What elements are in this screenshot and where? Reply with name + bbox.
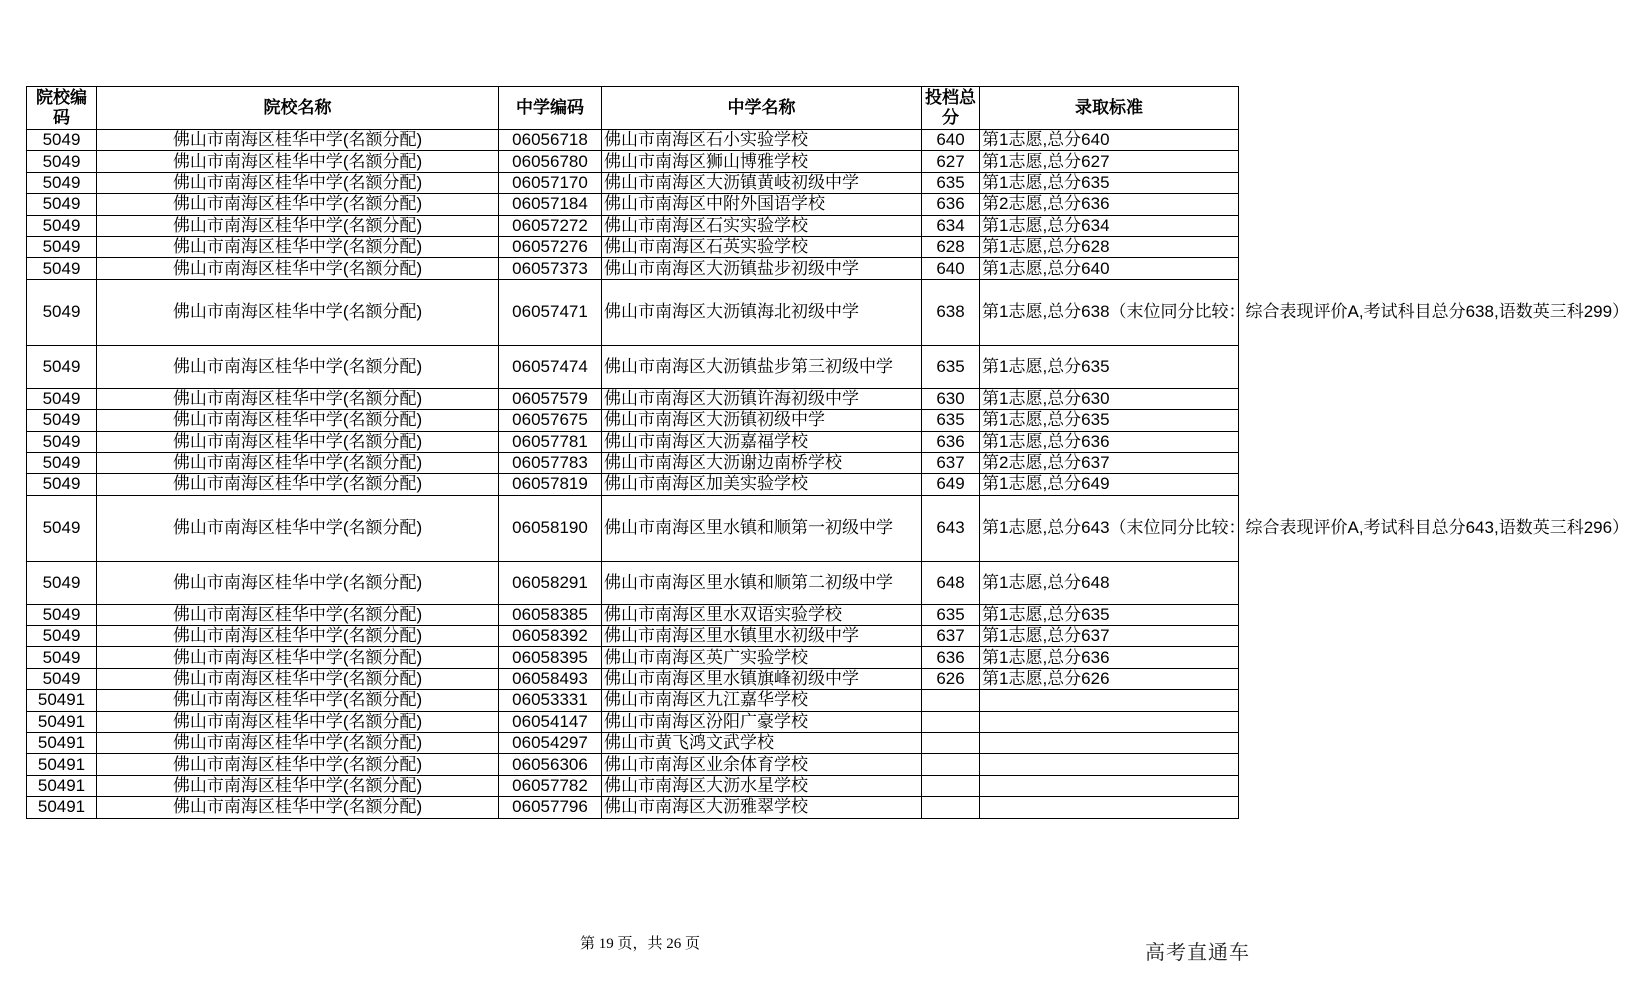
total-score-cell: 640 [922,130,980,151]
school-name-cell: 佛山市南海区桂华中学(名额分配) [97,130,499,151]
admission-standard-cell: 第1志愿,总分640 [980,130,1239,151]
total-score-cell: 635 [922,345,980,388]
school-name-cell: 佛山市南海区桂华中学(名额分配) [97,431,499,452]
admission-standard-cell: 第1志愿,总分630 [980,388,1239,409]
total-score-cell: 637 [922,452,980,473]
total-score-cell: 628 [922,236,980,257]
school-code-cell: 5049 [27,626,97,647]
admission-standard-cell: 第1志愿,总分636 [980,431,1239,452]
total-score-cell: 636 [922,431,980,452]
middle-school-code-cell: 06057579 [499,388,602,409]
total-score-cell: 637 [922,626,980,647]
admission-standard-cell: 第1志愿,总分648 [980,561,1239,604]
school-name-cell: 佛山市南海区桂华中学(名额分配) [97,236,499,257]
middle-school-code-cell: 06057781 [499,431,602,452]
table-row [27,258,1239,279]
header-admission-standard: 录取标准 [980,87,1239,130]
middle-school-code-cell: 06054297 [499,733,602,754]
school-name-cell: 佛山市南海区桂华中学(名额分配) [97,474,499,495]
middle-school-name-cell: 佛山市南海区石实实验学校 [602,215,922,236]
middle-school-name-cell: 佛山市黄飞鸿文武学校 [602,733,922,754]
table-row [27,604,1239,625]
middle-school-code-cell: 06057474 [499,345,602,388]
table-row [27,151,1239,172]
middle-school-name-cell: 佛山市南海区大沥镇盐步初级中学 [602,258,922,279]
table-row [27,668,1239,689]
admission-standard-cell: 第1志愿,总分640 [980,258,1239,279]
table-row [27,130,1239,151]
school-code-cell: 5049 [27,495,97,561]
header-total-score: 投档总分 [922,87,980,130]
school-code-cell: 5049 [27,452,97,473]
school-code-cell: 50491 [27,733,97,754]
middle-school-name-cell: 佛山市南海区大沥镇许海初级中学 [602,388,922,409]
school-name-cell: 佛山市南海区桂华中学(名额分配) [97,668,499,689]
total-score-cell: 636 [922,194,980,215]
admission-standard-cell: 第1志愿,总分636 [980,647,1239,668]
middle-school-code-cell: 06057782 [499,775,602,796]
total-score-cell: 635 [922,410,980,431]
middle-school-name-cell: 佛山市南海区大沥镇初级中学 [602,410,922,431]
admission-standard-cell: 第2志愿,总分636 [980,194,1239,215]
table-row [27,215,1239,236]
school-code-cell: 5049 [27,668,97,689]
page-number: 第 19 页，共 26 页 [579,936,700,952]
admission-standard-cell: 第1志愿,总分635 [980,604,1239,625]
admission-standard-cell: 第1志愿,总分643（末位同分比较：综合表现评价A,考试科目总分643,语数英三科296） [980,495,1239,561]
school-code-cell: 5049 [27,258,97,279]
school-name-cell: 佛山市南海区桂华中学(名额分配) [97,410,499,431]
school-code-cell: 50491 [27,775,97,796]
watermark-text: 高考直通车 [1145,940,1250,964]
school-code-cell: 5049 [27,194,97,215]
admission-standard-cell [980,797,1239,818]
school-code-cell: 5049 [27,388,97,409]
header-school-name: 院校名称 [97,87,499,130]
middle-school-name-cell: 佛山市南海区大沥镇盐步第三初级中学 [602,345,922,388]
table-body [27,130,1629,819]
school-name-cell: 佛山市南海区桂华中学(名额分配) [97,604,499,625]
middle-school-code-cell: 06058291 [499,561,602,604]
table-row [27,236,1239,257]
middle-school-code-cell: 06056780 [499,151,602,172]
school-name-cell: 佛山市南海区桂华中学(名额分配) [97,151,499,172]
table-row [27,626,1239,647]
school-name-cell: 佛山市南海区桂华中学(名额分配) [97,775,499,796]
middle-school-name-cell: 佛山市南海区石英实验学校 [602,236,922,257]
middle-school-code-cell: 06056306 [499,754,602,775]
middle-school-code-cell: 06056718 [499,130,602,151]
table-row [27,431,1239,452]
middle-school-code-cell: 06058395 [499,647,602,668]
total-score-cell: 635 [922,604,980,625]
table-row [27,797,1239,818]
admission-standard-cell: 第1志愿,总分637 [980,626,1239,647]
table-row [27,495,1239,561]
middle-school-code-cell: 06057276 [499,236,602,257]
school-name-cell: 佛山市南海区桂华中学(名额分配) [97,345,499,388]
header-school-code: 院校编码 [27,87,97,130]
middle-school-code-cell: 06054147 [499,711,602,732]
middle-school-name-cell: 佛山市南海区中附外国语学校 [602,194,922,215]
admission-standard-cell: 第1志愿,总分634 [980,215,1239,236]
table-row [27,194,1239,215]
school-code-cell: 5049 [27,151,97,172]
middle-school-name-cell: 佛山市南海区大沥水星学校 [602,775,922,796]
admission-standard-cell: 第1志愿,总分626 [980,668,1239,689]
middle-school-name-cell: 佛山市南海区加美实验学校 [602,474,922,495]
school-name-cell: 佛山市南海区桂华中学(名额分配) [97,172,499,193]
total-score-cell: 643 [922,495,980,561]
school-code-cell: 50491 [27,754,97,775]
admission-standard-cell: 第1志愿,总分638（末位同分比较：综合表现评价A,考试科目总分638,语数英三科299） [980,279,1239,345]
middle-school-name-cell: 佛山市南海区大沥镇黄岐初级中学 [602,172,922,193]
middle-school-name-cell: 佛山市南海区九江嘉华学校 [602,690,922,711]
total-score-cell: 626 [922,668,980,689]
admission-standard-cell [980,711,1239,732]
table-row [27,452,1239,473]
admission-standard-cell: 第1志愿,总分635 [980,172,1239,193]
school-name-cell: 佛山市南海区桂华中学(名额分配) [97,711,499,732]
table-row [27,775,1239,796]
school-code-cell: 5049 [27,215,97,236]
school-name-cell: 佛山市南海区桂华中学(名额分配) [97,754,499,775]
total-score-cell: 640 [922,258,980,279]
middle-school-name-cell: 佛山市南海区里水镇里水初级中学 [602,626,922,647]
admission-standard-cell [980,754,1239,775]
table-row [27,733,1239,754]
admission-standard-cell: 第1志愿,总分635 [980,345,1239,388]
middle-school-name-cell: 佛山市南海区大沥谢边南桥学校 [602,452,922,473]
school-name-cell: 佛山市南海区桂华中学(名额分配) [97,215,499,236]
school-code-cell: 5049 [27,431,97,452]
school-code-cell: 5049 [27,604,97,625]
total-score-cell: 630 [922,388,980,409]
school-code-cell: 5049 [27,410,97,431]
school-code-cell: 5049 [27,647,97,668]
school-name-cell: 佛山市南海区桂华中学(名额分配) [97,561,499,604]
admission-standard-cell [980,690,1239,711]
admission-standard-cell [980,733,1239,754]
middle-school-name-cell: 佛山市南海区里水镇和顺第二初级中学 [602,561,922,604]
school-code-cell: 5049 [27,130,97,151]
total-score-cell: 649 [922,474,980,495]
school-name-cell: 佛山市南海区桂华中学(名额分配) [97,690,499,711]
table-row [27,279,1239,345]
table-row [27,474,1239,495]
middle-school-code-cell: 06057373 [499,258,602,279]
admission-standard-cell [980,775,1239,796]
school-name-cell: 佛山市南海区桂华中学(名额分配) [97,258,499,279]
middle-school-code-cell: 06057272 [499,215,602,236]
middle-school-code-cell: 06057471 [499,279,602,345]
school-name-cell: 佛山市南海区桂华中学(名额分配) [97,194,499,215]
total-score-cell [922,733,980,754]
school-name-cell: 佛山市南海区桂华中学(名额分配) [97,733,499,754]
middle-school-name-cell: 佛山市南海区大沥镇海北初级中学 [602,279,922,345]
school-code-cell: 5049 [27,345,97,388]
table-row [27,690,1239,711]
table-row [27,647,1239,668]
middle-school-code-cell: 06057819 [499,474,602,495]
middle-school-name-cell: 佛山市南海区汾阳广豪学校 [602,711,922,732]
middle-school-code-cell: 06058385 [499,604,602,625]
table-row [27,172,1239,193]
total-score-cell: 648 [922,561,980,604]
middle-school-code-cell: 06058190 [499,495,602,561]
middle-school-name-cell: 佛山市南海区里水镇和顺第一初级中学 [602,495,922,561]
middle-school-name-cell: 佛山市南海区业余体育学校 [602,754,922,775]
school-code-cell: 50491 [27,711,97,732]
admission-standard-cell: 第1志愿,总分627 [980,151,1239,172]
middle-school-name-cell: 佛山市南海区狮山博雅学校 [602,151,922,172]
school-name-cell: 佛山市南海区桂华中学(名额分配) [97,797,499,818]
middle-school-code-cell: 06057184 [499,194,602,215]
middle-school-code-cell: 06057170 [499,172,602,193]
middle-school-code-cell: 06057796 [499,797,602,818]
school-name-cell: 佛山市南海区桂华中学(名额分配) [97,388,499,409]
middle-school-name-cell: 佛山市南海区英广实验学校 [602,647,922,668]
table-row [27,561,1239,604]
middle-school-code-cell: 06058392 [499,626,602,647]
school-code-cell: 50491 [27,690,97,711]
school-code-cell: 5049 [27,172,97,193]
total-score-cell [922,690,980,711]
middle-school-name-cell: 佛山市南海区石小实验学校 [602,130,922,151]
total-score-cell: 627 [922,151,980,172]
school-code-cell: 5049 [27,561,97,604]
school-code-cell: 5049 [27,236,97,257]
middle-school-code-cell: 06057783 [499,452,602,473]
total-score-cell [922,797,980,818]
middle-school-name-cell: 佛山市南海区大沥嘉福学校 [602,431,922,452]
total-score-cell: 636 [922,647,980,668]
total-score-cell: 638 [922,279,980,345]
middle-school-code-cell: 06053331 [499,690,602,711]
school-name-cell: 佛山市南海区桂华中学(名额分配) [97,495,499,561]
admission-standard-cell: 第1志愿,总分635 [980,410,1239,431]
school-code-cell: 5049 [27,279,97,345]
admission-standard-cell: 第2志愿,总分637 [980,452,1239,473]
table-row [27,711,1239,732]
school-name-cell: 佛山市南海区桂华中学(名额分配) [97,647,499,668]
table-row [27,754,1239,775]
school-name-cell: 佛山市南海区桂华中学(名额分配) [97,279,499,345]
middle-school-code-cell: 06058493 [499,668,602,689]
header-middle-school-code: 中学编码 [499,87,602,130]
admission-table [26,86,1629,819]
total-score-cell [922,775,980,796]
admission-standard-cell: 第1志愿,总分628 [980,236,1239,257]
total-score-cell: 634 [922,215,980,236]
table-row [27,410,1239,431]
total-score-cell: 635 [922,172,980,193]
table-header-row [27,87,1239,130]
header-middle-school-name: 中学名称 [602,87,922,130]
school-code-cell: 5049 [27,474,97,495]
middle-school-code-cell: 06057675 [499,410,602,431]
table-row [27,388,1239,409]
table-row [27,345,1239,388]
admission-standard-cell: 第1志愿,总分649 [980,474,1239,495]
middle-school-name-cell: 佛山市南海区里水镇旗峰初级中学 [602,668,922,689]
middle-school-name-cell: 佛山市南海区大沥雅翠学校 [602,797,922,818]
school-code-cell: 50491 [27,797,97,818]
middle-school-name-cell: 佛山市南海区里水双语实验学校 [602,604,922,625]
total-score-cell [922,711,980,732]
school-name-cell: 佛山市南海区桂华中学(名额分配) [97,626,499,647]
total-score-cell [922,754,980,775]
school-name-cell: 佛山市南海区桂华中学(名额分配) [97,452,499,473]
